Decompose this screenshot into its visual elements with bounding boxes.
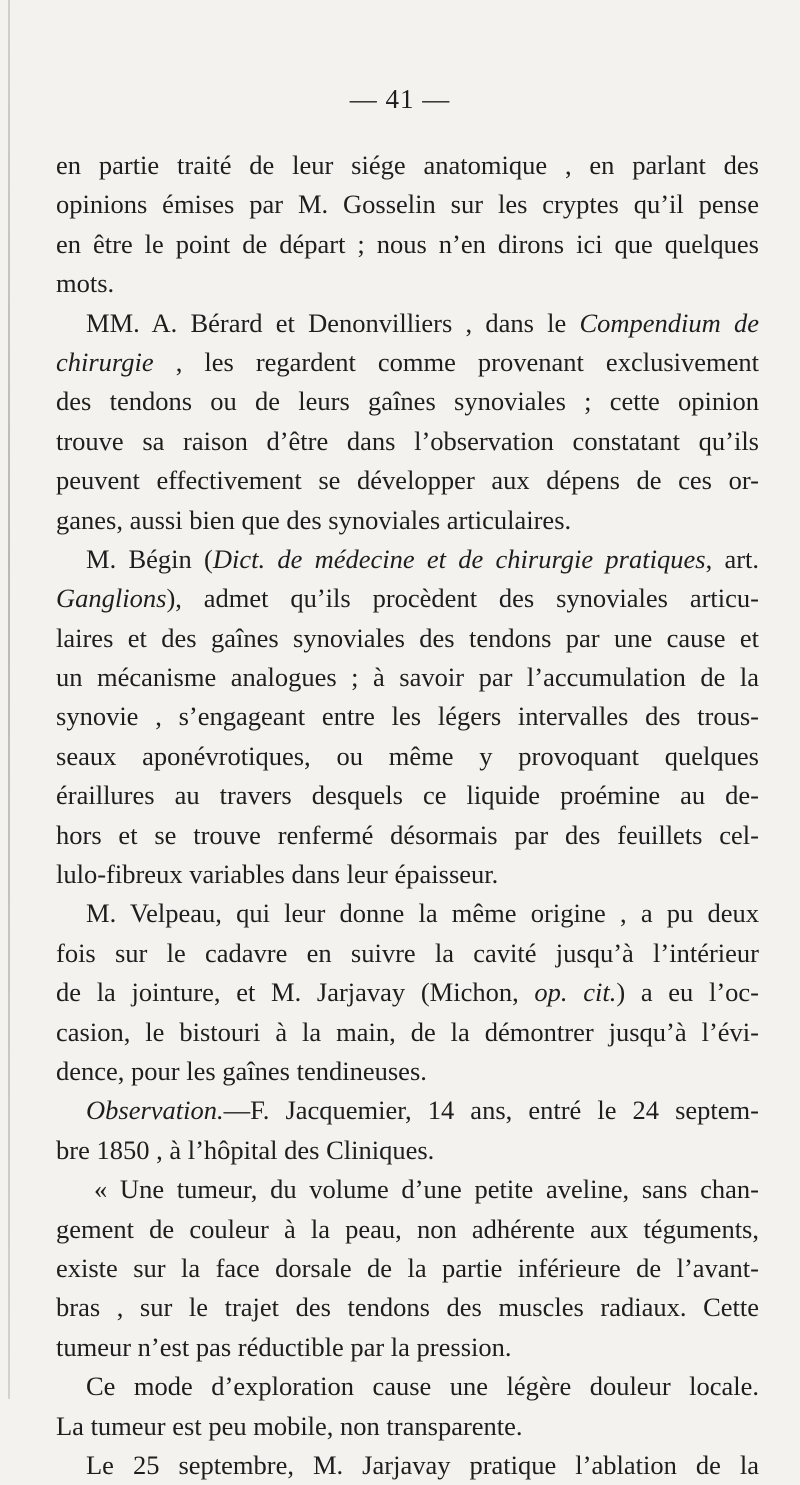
text-line bbox=[56, 1091, 759, 1130]
text-line bbox=[56, 816, 759, 855]
text-segment: —F. Jacquemier, 14 ans, entré le 24 septem- bbox=[223, 1095, 759, 1126]
text-segment: tumeur n’est pas réductible par la pression. bbox=[56, 1331, 512, 1362]
text-line bbox=[56, 619, 759, 658]
italic-text: Observation. bbox=[86, 1095, 224, 1126]
text-line bbox=[56, 697, 759, 736]
text-segment: hors et se trouve renfermé désormais par des feuillets cel- bbox=[56, 819, 759, 850]
text-line bbox=[56, 1052, 759, 1091]
text-line bbox=[56, 1288, 759, 1327]
text-segment: lulo-fibreux variables dans leur épaisseur. bbox=[56, 859, 499, 890]
text-line bbox=[56, 1328, 759, 1367]
text-line bbox=[56, 146, 759, 185]
text-segment: bre 1850 , à l’hôpital des Cliniques. bbox=[56, 1134, 435, 1165]
text-line bbox=[56, 579, 759, 618]
text-segment: ), admet qu’ils procèdent des synoviales articu- bbox=[166, 583, 759, 614]
text-segment: bras , sur le trajet des tendons des muscles radiaux. Cette bbox=[56, 1292, 759, 1323]
text-segment: ) a eu l’oc- bbox=[616, 977, 759, 1008]
text-line bbox=[56, 855, 759, 894]
text-segment: , les regardent comme provenant exclusivement bbox=[153, 346, 759, 377]
text-segment: éraillures au travers desquels ce liquide proémine au de- bbox=[56, 780, 759, 811]
text-line bbox=[56, 1249, 759, 1288]
page-edge-shadow bbox=[8, 0, 10, 1399]
text-segment: La tumeur est peu mobile, non transparente. bbox=[56, 1410, 523, 1441]
text-segment: « Une tumeur, du volume d’une petite aveline, sans chan- bbox=[94, 1174, 759, 1205]
text-segment: en être le point de départ ; nous n’en dirons ici que quelques bbox=[56, 228, 759, 259]
text-line bbox=[56, 894, 759, 933]
text-segment: opinions émises par M. Gosselin sur les cryptes qu’il pense bbox=[56, 189, 759, 220]
text-line bbox=[56, 1407, 759, 1446]
text-line bbox=[56, 225, 759, 264]
text-line bbox=[56, 343, 759, 382]
text-segment: casion, le bistouri à la main, de la démontrer jusqu’à l’évi- bbox=[56, 1016, 759, 1047]
text-line bbox=[56, 658, 759, 697]
text-segment: dence, pour les gaînes tendineuses. bbox=[56, 1055, 427, 1086]
text-segment: existe sur la face dorsale de la partie inférieure de l’avant- bbox=[56, 1252, 759, 1283]
page-number-header: — 41 — bbox=[349, 84, 451, 114]
text-segment: trouve sa raison d’être dans l’observation constatant qu’ils bbox=[56, 425, 759, 456]
text-segment: ganes, aussi bien que des synoviales articulaires. bbox=[56, 504, 572, 535]
text-segment: peuvent effectivement se développer aux dépens de ces or- bbox=[56, 465, 759, 496]
italic-text: Compendium de bbox=[579, 307, 759, 338]
text-line bbox=[56, 382, 759, 421]
italic-text: chirurgie bbox=[56, 346, 154, 377]
text-line bbox=[56, 973, 759, 1012]
text-segment: laires et des gaînes synoviales des tendons par une cause et bbox=[56, 622, 759, 653]
text-line bbox=[56, 1210, 759, 1249]
text-segment: en partie traité de leur siége anatomique , en parlant des bbox=[56, 150, 759, 180]
text-segment: mots. bbox=[56, 268, 115, 299]
text-segment: des tendons ou de leurs gaînes synoviales ; cette opinion bbox=[56, 386, 759, 417]
text-segment: fois sur le cadavre en suivre la cavité jusqu’à l’intérieur bbox=[56, 937, 759, 968]
text-line bbox=[56, 1013, 759, 1052]
text-segment: M. Bégin ( bbox=[86, 543, 213, 574]
text-segment: Le 25 septembre, M. Jarjavay pratique l’ablation de la bbox=[86, 1449, 759, 1480]
text-line bbox=[56, 540, 759, 579]
text-line bbox=[56, 264, 759, 303]
text-line bbox=[56, 934, 759, 973]
text-line bbox=[56, 1170, 759, 1209]
text-segment: MM. A. Bérard et Denonvilliers , dans le bbox=[86, 307, 580, 338]
text-line bbox=[56, 304, 759, 343]
text-segment: synovie , s’engageant entre les légers intervalles des trous- bbox=[56, 701, 759, 732]
text-segment: M. Velpeau, qui leur donne la même origine , a pu deux bbox=[86, 898, 759, 929]
text-line bbox=[56, 422, 759, 461]
text-line bbox=[56, 501, 759, 540]
text-line bbox=[56, 1131, 759, 1170]
text-line bbox=[56, 1446, 759, 1485]
body-text bbox=[56, 146, 759, 1485]
text-line bbox=[56, 737, 759, 776]
text-segment: Ce mode d’exploration cause une légère douleur locale. bbox=[86, 1371, 759, 1402]
text-line bbox=[56, 1367, 759, 1406]
text-line bbox=[56, 461, 759, 500]
italic-text: Ganglions bbox=[56, 583, 167, 614]
text-line bbox=[56, 185, 759, 224]
text-line bbox=[56, 776, 759, 815]
text-segment: seaux aponévrotiques, ou même y provoquant quelques bbox=[56, 740, 759, 771]
text-segment: gement de couleur à la peau, non adhérente aux téguments, bbox=[56, 1213, 759, 1244]
text-segment: , art. bbox=[705, 543, 760, 574]
text-segment: un mécanisme analogues ; à savoir par l’accumulation de la bbox=[56, 662, 759, 693]
text-segment: de la jointure, et M. Jarjavay (Michon, bbox=[56, 977, 535, 1008]
italic-text: op. cit. bbox=[534, 977, 617, 1008]
italic-text: Dict. de médecine et de chirurgie pratiques bbox=[212, 543, 706, 574]
